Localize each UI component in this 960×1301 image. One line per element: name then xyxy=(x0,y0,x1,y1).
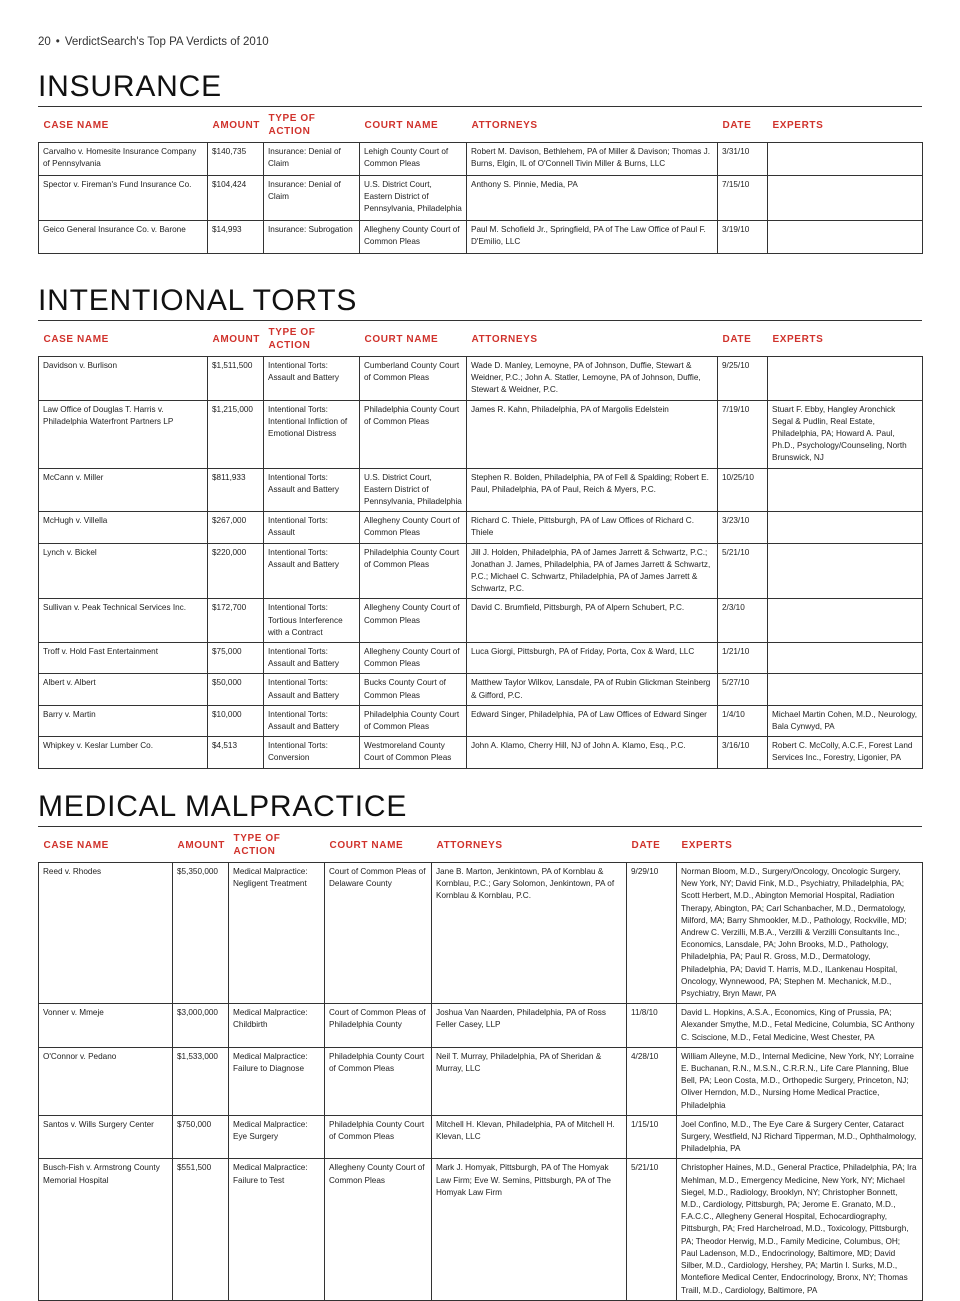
verdicts-table xyxy=(38,107,923,254)
type-of-action-cell: Intentional Torts: Conversion xyxy=(264,737,360,768)
amount-cell: $5,350,000 xyxy=(173,863,229,1004)
table-row xyxy=(39,400,923,468)
case-name-cell: O'Connor v. Pedano xyxy=(39,1047,173,1115)
column-header-type-of-action: TYPE OF ACTION xyxy=(229,827,325,863)
column-header-experts: EXPERTS xyxy=(768,321,923,357)
experts-cell xyxy=(768,143,923,176)
amount-cell: $75,000 xyxy=(208,643,264,674)
column-header-court-name: COURT NAME xyxy=(325,827,432,863)
type-of-action-cell: Insurance: Subrogation xyxy=(264,221,360,254)
experts-cell xyxy=(768,468,923,512)
table-row xyxy=(39,143,923,176)
case-name-cell: Busch-Fish v. Armstrong County Memorial Hospital xyxy=(39,1159,173,1300)
case-name-cell: Geico General Insurance Co. v. Barone xyxy=(39,221,208,254)
amount-cell: $1,215,000 xyxy=(208,400,264,468)
court-name-cell: Lehigh County Court of Common Pleas xyxy=(360,143,467,176)
running-head-separator: • xyxy=(55,36,60,48)
date-cell: 4/28/10 xyxy=(627,1047,677,1115)
case-name-cell: McCann v. Miller xyxy=(39,468,208,512)
attorneys-cell: Mark J. Homyak, Pittsburgh, PA of The Homyak Law Firm; Eve W. Semins, Pittsburgh, PA of The Homyak Law Firm xyxy=(432,1159,627,1300)
amount-cell: $267,000 xyxy=(208,512,264,543)
attorneys-cell: David C. Brumfield, Pittsburgh, PA of Alpern Schubert, P.C. xyxy=(467,599,718,643)
experts-cell: Michael Martin Cohen, M.D., Neurology, Bala Cynwyd, PA xyxy=(768,705,923,736)
table-row xyxy=(39,221,923,254)
type-of-action-cell: Intentional Torts: Tortious Interference with a Contract xyxy=(264,599,360,643)
court-name-cell: Bucks County Court of Common Pleas xyxy=(360,674,467,705)
date-cell: 1/15/10 xyxy=(627,1115,677,1159)
experts-cell: David L. Hopkins, A.S.A., Economics, King of Prussia, PA; Alexander Smythe, M.D., Fetal Medicine, Columbia, SC Anthony C. Sciscione, M.D., Fetal Medicine, West Chester, PA xyxy=(677,1004,923,1048)
date-cell: 3/16/10 xyxy=(718,737,768,768)
attorneys-cell: Mitchell H. Klevan, Philadelphia, PA of Mitchell H. Klevan, LLC xyxy=(432,1115,627,1159)
case-name-cell: Sullivan v. Peak Technical Services Inc. xyxy=(39,599,208,643)
column-header-court-name: COURT NAME xyxy=(360,107,467,143)
date-cell: 7/15/10 xyxy=(718,176,768,221)
attorneys-cell: James R. Kahn, Philadelphia, PA of Margolis Edelstein xyxy=(467,400,718,468)
verdicts-table xyxy=(38,321,923,769)
amount-cell: $10,000 xyxy=(208,705,264,736)
date-cell: 9/29/10 xyxy=(627,863,677,1004)
table-row xyxy=(39,176,923,221)
attorneys-cell: Neil T. Murray, Philadelphia, PA of Sheridan & Murray, LLC xyxy=(432,1047,627,1115)
table-row xyxy=(39,1004,923,1048)
amount-cell: $4,513 xyxy=(208,737,264,768)
column-header-attorneys: ATTORNEYS xyxy=(467,107,718,143)
type-of-action-cell: Medical Malpractice: Eye Surgery xyxy=(229,1115,325,1159)
table-header-row xyxy=(39,321,923,357)
column-header-case-name: CASE NAME xyxy=(39,321,208,357)
table-row xyxy=(39,357,923,401)
court-name-cell: U.S. District Court, Eastern District of Pennsylvania, Philadelphia xyxy=(360,468,467,512)
date-cell: 3/31/10 xyxy=(718,143,768,176)
court-name-cell: Allegheny County Court of Common Pleas xyxy=(325,1159,432,1300)
attorneys-cell: Robert M. Davison, Bethlehem, PA of Miller & Davison; Thomas J. Burns, Elgin, IL of O'Connell Tivin Miller & Burns, LLC xyxy=(467,143,718,176)
column-header-experts: EXPERTS xyxy=(768,107,923,143)
attorneys-cell: Wade D. Manley, Lemoyne, PA of Johnson, Duffie, Stewart & Weidner, P.C.; John A. Statler, Lemoyne, PA of Johnson, Duffie, Stewart & Weidner, P.C. xyxy=(467,357,718,401)
type-of-action-cell: Intentional Torts: Assault and Battery xyxy=(264,468,360,512)
case-name-cell: Lynch v. Bickel xyxy=(39,543,208,599)
attorneys-cell: Jill J. Holden, Philadelphia, PA of James Jarrett & Schwartz, P.C.; Jonathan J. James, Philadelphia, PA of James Jarrett & Schwartz, P.C.; Michael C. Schwartz, Philadelphia, PA of James Jarrett & Schwartz, P.C. xyxy=(467,543,718,599)
amount-cell: $14,993 xyxy=(208,221,264,254)
column-header-date: DATE xyxy=(627,827,677,863)
date-cell: 9/25/10 xyxy=(718,357,768,401)
table-row xyxy=(39,1159,923,1300)
section-title: MEDICAL MALPRACTICE xyxy=(38,790,922,827)
column-header-court-name: COURT NAME xyxy=(360,321,467,357)
experts-cell xyxy=(768,221,923,254)
column-header-date: DATE xyxy=(718,107,768,143)
experts-cell xyxy=(768,543,923,599)
court-name-cell: U.S. District Court, Eastern District of Pennsylvania, Philadelphia xyxy=(360,176,467,221)
table-row xyxy=(39,737,923,768)
table-row xyxy=(39,674,923,705)
table-row xyxy=(39,468,923,512)
attorneys-cell: Luca Giorgi, Pittsburgh, PA of Friday, Porta, Cox & Ward, LLC xyxy=(467,643,718,674)
attorneys-cell: Richard C. Thiele, Pittsburgh, PA of Law Offices of Richard C. Thiele xyxy=(467,512,718,543)
type-of-action-cell: Medical Malpractice: Negligent Treatment xyxy=(229,863,325,1004)
attorneys-cell: Joshua Van Naarden, Philadelphia, PA of Ross Feller Casey, LLP xyxy=(432,1004,627,1048)
table-row xyxy=(39,1115,923,1159)
court-name-cell: Allegheny County Court of Common Pleas xyxy=(360,221,467,254)
amount-cell: $50,000 xyxy=(208,674,264,705)
section-medical-malpractice xyxy=(38,790,922,1301)
case-name-cell: Vonner v. Mmeje xyxy=(39,1004,173,1048)
date-cell: 3/23/10 xyxy=(718,512,768,543)
date-cell: 3/19/10 xyxy=(718,221,768,254)
type-of-action-cell: Intentional Torts: Assault and Battery xyxy=(264,357,360,401)
amount-cell: $750,000 xyxy=(173,1115,229,1159)
court-name-cell: Cumberland County Court of Common Pleas xyxy=(360,357,467,401)
date-cell: 5/21/10 xyxy=(718,543,768,599)
amount-cell: $551,500 xyxy=(173,1159,229,1300)
experts-cell: Stuart F. Ebby, Hangley Aronchick Segal & Pudlin, Real Estate, Philadelphia, PA; Howard A. Paul, Ph.D., Psychology/Counseling, North Brunswick, NJ xyxy=(768,400,923,468)
table-header-row xyxy=(39,827,923,863)
type-of-action-cell: Intentional Torts: Intentional Infliction of Emotional Distress xyxy=(264,400,360,468)
court-name-cell: Westmoreland County Court of Common Pleas xyxy=(360,737,467,768)
court-name-cell: Philadelphia County Court of Common Pleas xyxy=(360,705,467,736)
running-head xyxy=(38,36,269,48)
experts-cell xyxy=(768,674,923,705)
table-row xyxy=(39,705,923,736)
table-header-row xyxy=(39,107,923,143)
court-name-cell: Philadelphia County Court of Common Pleas xyxy=(360,400,467,468)
experts-cell xyxy=(768,599,923,643)
experts-cell: William Alleyne, M.D., Internal Medicine, New York, NY; Lorraine E. Buchanan, R.N., M.S.N., C.R.R.N., Life Care Planning, Blue Bell, PA; Leon Costa, M.D., Orthopedic Surgery, Princeton, NJ; Oliver Herndon, M.D., Nursing Home Medical Practice, Philadelphia xyxy=(677,1047,923,1115)
column-header-amount: AMOUNT xyxy=(208,107,264,143)
case-name-cell: Spector v. Fireman's Fund Insurance Co. xyxy=(39,176,208,221)
column-header-type-of-action: TYPE OF ACTION xyxy=(264,321,360,357)
court-name-cell: Allegheny County Court of Common Pleas xyxy=(360,643,467,674)
column-header-experts: EXPERTS xyxy=(677,827,923,863)
case-name-cell: Reed v. Rhodes xyxy=(39,863,173,1004)
case-name-cell: McHugh v. Villella xyxy=(39,512,208,543)
section-insurance xyxy=(38,70,922,254)
attorneys-cell: John A. Klamo, Cherry Hill, NJ of John A. Klamo, Esq., P.C. xyxy=(467,737,718,768)
experts-cell xyxy=(768,512,923,543)
attorneys-cell: Anthony S. Pinnie, Media, PA xyxy=(467,176,718,221)
publication-title: VerdictSearch's Top PA Verdicts of 2010 xyxy=(64,36,269,48)
date-cell: 11/8/10 xyxy=(627,1004,677,1048)
type-of-action-cell: Insurance: Denial of Claim xyxy=(264,176,360,221)
court-name-cell: Allegheny County Court of Common Pleas xyxy=(360,599,467,643)
table-row xyxy=(39,1047,923,1115)
table-row xyxy=(39,543,923,599)
type-of-action-cell: Intentional Torts: Assault and Battery xyxy=(264,643,360,674)
case-name-cell: Santos v. Wills Surgery Center xyxy=(39,1115,173,1159)
case-name-cell: Barry v. Martin xyxy=(39,705,208,736)
court-name-cell: Court of Common Pleas of Delaware County xyxy=(325,863,432,1004)
experts-cell xyxy=(768,643,923,674)
column-header-attorneys: ATTORNEYS xyxy=(432,827,627,863)
experts-cell: Robert C. McColly, A.C.F., Forest Land Services Inc., Forestry, Ligonier, PA xyxy=(768,737,923,768)
date-cell: 1/21/10 xyxy=(718,643,768,674)
column-header-case-name: CASE NAME xyxy=(39,827,173,863)
table-row xyxy=(39,643,923,674)
experts-cell: Norman Bloom, M.D., Surgery/Oncology, Oncologic Surgery, New York, NY; David Fink, M.D., Psychiatry, Philadelphia, PA; Scott Herbert, M.D., Abington Memorial Hospital, Radiation Therapy, Abington, PA; Carl Schanbacher, M.D., Dermatology, Milford, MA; Barry Shmookler, M.D., Pathology, Rockville, MD; Andrew C. Verzilli, M.B.A., Verzilli & Verzilli Consultants Inc., Economics, Lansdale, PA; John Brooks, M.D., Pathology, Philadelphia, PA; Paul R. Gross, M.D., Dermatology, Philadelphia, PA; David T. Harris, M.D., ILankenau Hospital, Oncology, Wynnewood, PA; Stephen M. Mechanick, M.D., Psychiatry, Bryn Mawr, PA xyxy=(677,863,923,1004)
attorneys-cell: Edward Singer, Philadelphia, PA of Law Offices of Edward Singer xyxy=(467,705,718,736)
section-title: INTENTIONAL TORTS xyxy=(38,284,922,321)
amount-cell: $172,700 xyxy=(208,599,264,643)
amount-cell: $811,933 xyxy=(208,468,264,512)
experts-cell: Joel Confino, M.D., The Eye Care & Surgery Center, Cataract Surgery, Westfield, NJ Richard Tipperman, M.D., Ophthalmology, Philadelphia, PA xyxy=(677,1115,923,1159)
page-number: 20 xyxy=(38,36,51,48)
column-header-date: DATE xyxy=(718,321,768,357)
experts-cell: Christopher Haines, M.D., General Practice, Philadelphia, PA; Ira Mehlman, M.D., Emergency Medicine, New York, NY; Michael Siegel, M.D., Radiology, Brooklyn, NY; Christopher Bonnett, M.D., Cardiology, Pittsburgh, PA; Jerome E. Granato, M.D., F.A.C.C., Allegheny General Hospital, Echocardiography, Pittsburgh, PA; Fred Harchelroad, M.D., Toxicology, Pittsburgh, PA; Theodor Herwig, M.D., Family Medicine, Columbus, OH; Paul Ladenson, M.D., Endocrinology, Baltimore, MD; David Silber, M.D., Cardiology, Hershey, PA; Martin I. Surks, M.D., Montefiore Medical Center, Endocrinology, Bronx, NY; Thomas Traill, M.D., Cardiology, Baltimore, PA xyxy=(677,1159,923,1300)
date-cell: 10/25/10 xyxy=(718,468,768,512)
column-header-amount: AMOUNT xyxy=(208,321,264,357)
type-of-action-cell: Intentional Torts: Assault xyxy=(264,512,360,543)
date-cell: 2/3/10 xyxy=(718,599,768,643)
experts-cell xyxy=(768,357,923,401)
section-intentional-torts xyxy=(38,284,922,769)
court-name-cell: Allegheny County Court of Common Pleas xyxy=(360,512,467,543)
experts-cell xyxy=(768,176,923,221)
type-of-action-cell: Intentional Torts: Assault and Battery xyxy=(264,674,360,705)
case-name-cell: Whipkey v. Keslar Lumber Co. xyxy=(39,737,208,768)
type-of-action-cell: Intentional Torts: Assault and Battery xyxy=(264,705,360,736)
amount-cell: $220,000 xyxy=(208,543,264,599)
type-of-action-cell: Insurance: Denial of Claim xyxy=(264,143,360,176)
amount-cell: $140,735 xyxy=(208,143,264,176)
table-row xyxy=(39,599,923,643)
date-cell: 1/4/10 xyxy=(718,705,768,736)
type-of-action-cell: Medical Malpractice: Childbirth xyxy=(229,1004,325,1048)
court-name-cell: Philadelphia County Court of Common Pleas xyxy=(325,1047,432,1115)
type-of-action-cell: Medical Malpractice: Failure to Test xyxy=(229,1159,325,1300)
type-of-action-cell: Intentional Torts: Assault and Battery xyxy=(264,543,360,599)
verdicts-table xyxy=(38,827,923,1301)
amount-cell: $1,533,000 xyxy=(173,1047,229,1115)
amount-cell: $3,000,000 xyxy=(173,1004,229,1048)
case-name-cell: Davidson v. Burlison xyxy=(39,357,208,401)
court-name-cell: Philadelphia County Court of Common Pleas xyxy=(325,1115,432,1159)
date-cell: 5/21/10 xyxy=(627,1159,677,1300)
column-header-case-name: CASE NAME xyxy=(39,107,208,143)
table-row xyxy=(39,863,923,1004)
case-name-cell: Carvalho v. Homesite Insurance Company of Pennsylvania xyxy=(39,143,208,176)
attorneys-cell: Matthew Taylor Wilkov, Lansdale, PA of Rubin Glickman Steinberg & Gifford, P.C. xyxy=(467,674,718,705)
column-header-attorneys: ATTORNEYS xyxy=(467,321,718,357)
case-name-cell: Law Office of Douglas T. Harris v. Philadelphia Waterfront Partners LP xyxy=(39,400,208,468)
column-header-amount: AMOUNT xyxy=(173,827,229,863)
case-name-cell: Albert v. Albert xyxy=(39,674,208,705)
court-name-cell: Court of Common Pleas of Philadelphia County xyxy=(325,1004,432,1048)
attorneys-cell: Jane B. Marton, Jenkintown, PA of Kornblau & Kornblau, P.C.; Gary Solomon, Jenkintown, PA of Kornblau & Kornblau, P.C. xyxy=(432,863,627,1004)
court-name-cell: Philadelphia County Court of Common Pleas xyxy=(360,543,467,599)
amount-cell: $104,424 xyxy=(208,176,264,221)
column-header-type-of-action: TYPE OF ACTION xyxy=(264,107,360,143)
date-cell: 7/19/10 xyxy=(718,400,768,468)
attorneys-cell: Paul M. Schofield Jr., Springfield, PA of The Law Office of Paul F. D'Emilio, LLC xyxy=(467,221,718,254)
type-of-action-cell: Medical Malpractice: Failure to Diagnose xyxy=(229,1047,325,1115)
table-row xyxy=(39,512,923,543)
case-name-cell: Troff v. Hold Fast Entertainment xyxy=(39,643,208,674)
date-cell: 5/27/10 xyxy=(718,674,768,705)
amount-cell: $1,511,500 xyxy=(208,357,264,401)
section-title: INSURANCE xyxy=(38,70,922,107)
attorneys-cell: Stephen R. Bolden, Philadelphia, PA of Fell & Spalding; Robert E. Paul, Philadelphia, PA of Paul, Reich & Myers, P.C. xyxy=(467,468,718,512)
